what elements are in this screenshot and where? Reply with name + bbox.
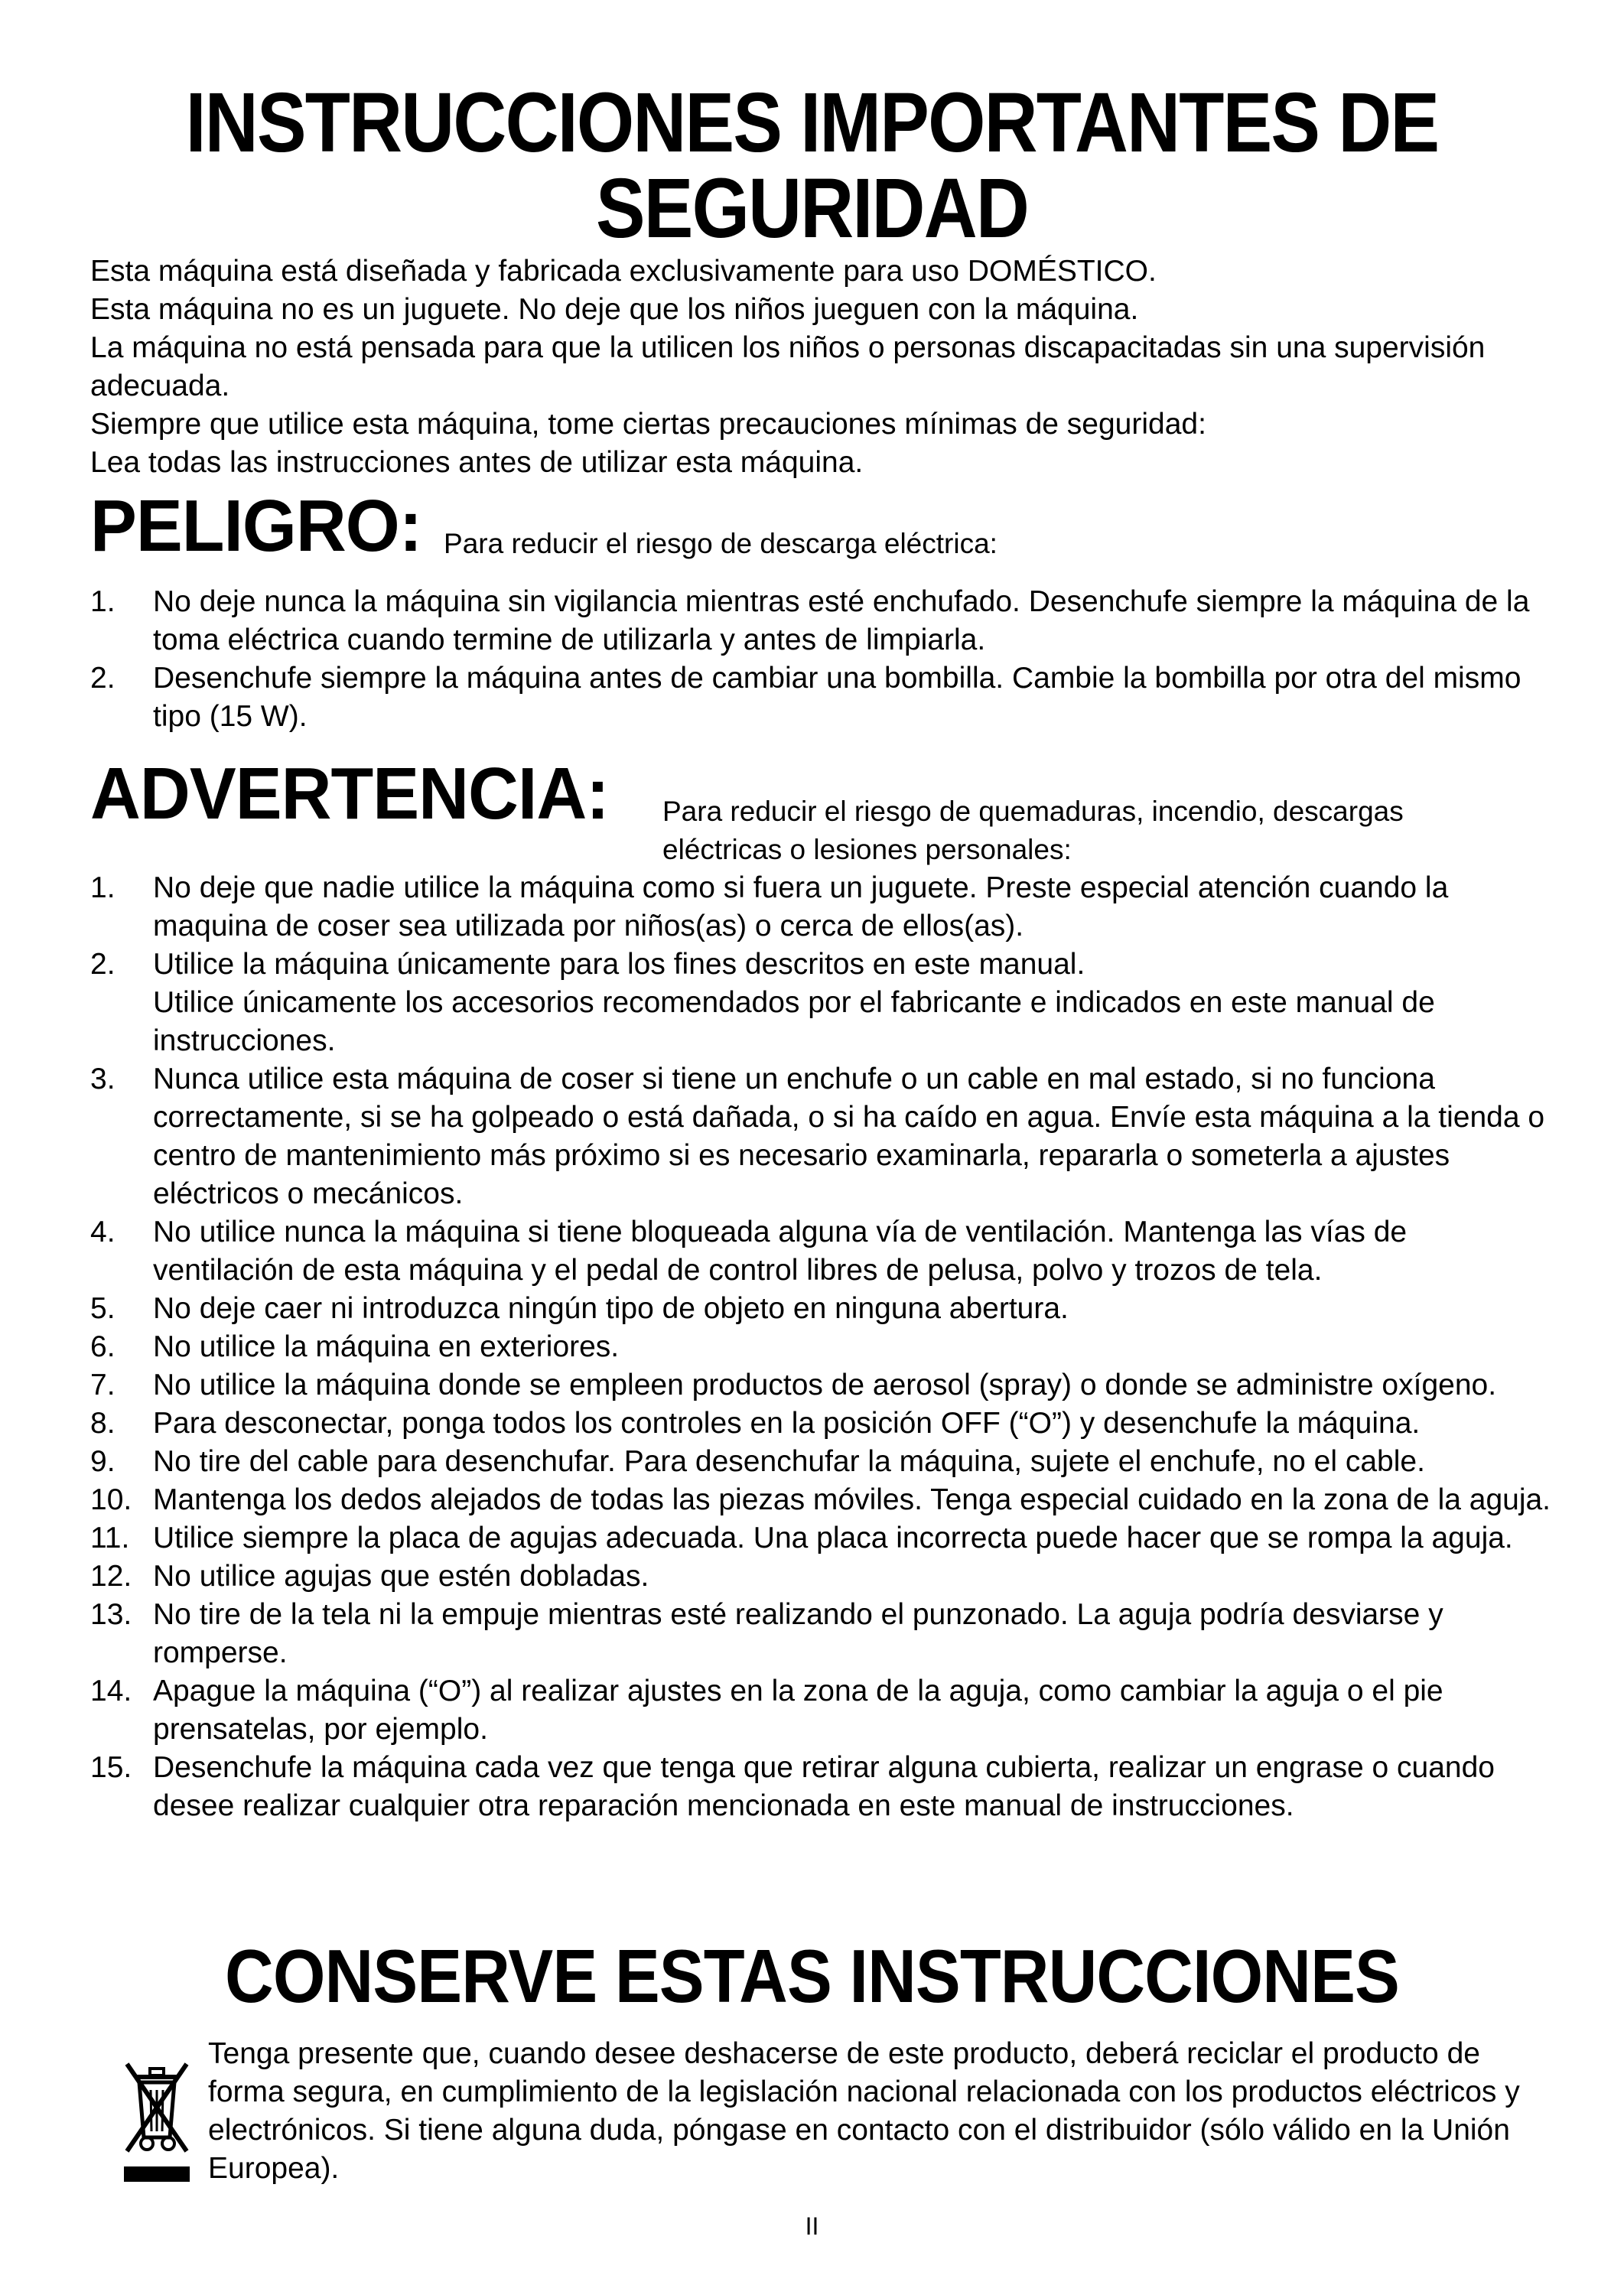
- list-item: [90, 1366, 1555, 1405]
- list-item: [90, 1213, 1555, 1290]
- list-item-number: 2.: [90, 948, 116, 981]
- intro-line: Siempre que utilice esta máquina, tome ciertas precauciones mínimas de seguridad:: [90, 408, 1206, 441]
- recycling-notice: Tenga presente que, cuando desee deshacerse de este producto, deberá reciclar el producto de forma segura, en cumplimiento de la legislación nacional relacionada con los productos eléctricos y electrónicos. Si tiene alguna duda, póngase en contacto con el distribuidor (sólo válido en la Unión Europea).: [208, 2037, 1520, 2185]
- list-item-number: 6.: [90, 1330, 116, 1363]
- intro-line: Esta máquina está diseñada y fabricada exclusivamente para uso DOMÉSTICO.: [90, 255, 1157, 288]
- list-item-text: Apague la máquina (“O”) al realizar ajustes en la zona de la aguja, como cambiar la aguja o el pie prensatelas, por ejemplo.: [153, 1675, 1443, 1746]
- list-item-text: No utilice nunca la máquina si tiene bloqueada alguna vía de ventilación. Mantenga las vías de ventilación de esta máquina y el pedal de control libres de pelusa, polvo y trozos de tela.: [153, 1216, 1408, 1287]
- list-item-number: 1.: [90, 585, 116, 618]
- list-item-text: No deje que nadie utilice la máquina como si fuera un juguete. Preste especial atención cuando la maquina de coser sea utilizada por niños(as) o cerca de ellos(as).: [153, 871, 1449, 942]
- list-item-text: Utilice siempre la placa de agujas adecuada. Una placa incorrecta puede hacer que se rompa la aguja.: [153, 1522, 1513, 1554]
- list-item-text: No tire del cable para desenchufar. Para desenchufar la máquina, sujete el enchufe, no el cable.: [153, 1445, 1425, 1478]
- list-item-number: 12.: [90, 1560, 132, 1593]
- warning-heading-label: ADVERTENCIA:: [90, 753, 609, 835]
- list-item-number: 9.: [90, 1445, 116, 1478]
- warning-list: [90, 869, 1555, 1825]
- list-item: [90, 1290, 1555, 1328]
- list-item: [90, 946, 1555, 1060]
- list-item-text: Desenchufe la máquina cada vez que tenga que retirar alguna cubierta, realizar un engrase o cuando desee realizar cualquier otra reparación mencionada en este manual de instrucciones.: [153, 1751, 1495, 1822]
- list-item-number: 11.: [90, 1522, 130, 1554]
- list-item-text: No tire de la tela ni la empuje mientras esté realizando el punzonado. La aguja podría desviarse y romperse.: [153, 1598, 1443, 1669]
- list-item-text: No utilice agujas que estén dobladas.: [153, 1560, 649, 1593]
- intro-line: Esta máquina no es un juguete. No deje que los niños jueguen con la máquina.: [90, 293, 1139, 326]
- list-item-text: No utilice la máquina en exteriores.: [153, 1330, 620, 1363]
- page-title-line-1: INSTRUCCIONES IMPORTANTES DE: [185, 76, 1439, 170]
- intro-line: La máquina no está pensada para que la utilicen los niños o personas discapacitadas sin una supervisión adecuada.: [90, 331, 1486, 402]
- list-item: [90, 1405, 1555, 1443]
- list-item: [90, 1558, 1555, 1596]
- list-item-number: 14.: [90, 1675, 132, 1707]
- list-item: [90, 583, 1555, 659]
- list-item-number: 10.: [90, 1483, 132, 1516]
- list-item: [90, 1672, 1555, 1749]
- list-item: [90, 1328, 1555, 1366]
- page-number: II: [805, 2212, 819, 2240]
- list-item-text: Nunca utilice esta máquina de coser si tiene un enchufe o un cable en mal estado, si no funciona correctamente, si se ha golpeado o está dañada, o si ha caído en agua. Envíe esta máquina a la tienda o centro de mantenimiento más próximo si es necesario examinarla, repararla o someterla a ajustes eléctricos o mecánicos.: [153, 1063, 1545, 1210]
- list-item-text: No utilice la máquina donde se empleen productos de aerosol (spray) o donde se administre oxígeno.: [153, 1369, 1497, 1401]
- list-item-number: 13.: [90, 1598, 132, 1631]
- list-item: [90, 1060, 1555, 1213]
- list-item-text: Utilice la máquina únicamente para los fines descritos en este manual.: [153, 948, 1085, 981]
- list-item: [90, 1749, 1555, 1825]
- page-title-line-2: SEGURIDAD: [595, 161, 1029, 256]
- list-item-text: Desenchufe siempre la máquina antes de cambiar una bombilla. Cambie la bombilla por otra del mismo tipo (15 W).: [153, 662, 1521, 733]
- list-item: [90, 1596, 1555, 1672]
- warning-heading: [90, 753, 636, 835]
- warning-subtitle: [662, 793, 1550, 869]
- list-item-text: Mantenga los dedos alejados de todas las piezas móviles. Tenga especial cuidado en la zona de la aguja.: [153, 1483, 1551, 1516]
- list-item: [90, 1519, 1555, 1558]
- intro-line: Lea todas las instrucciones antes de utilizar esta máquina.: [90, 446, 864, 479]
- list-item-text: Para desconectar, ponga todos los controles en la posición OFF (“O”) y desenchufe la máquina.: [153, 1407, 1421, 1440]
- list-item: [90, 659, 1555, 736]
- list-item: [90, 869, 1555, 946]
- danger-heading-label: PELIGRO:: [90, 485, 422, 567]
- list-item-number: 1.: [90, 871, 116, 904]
- page-title: [97, 76, 1526, 256]
- list-item-number: 2.: [90, 662, 116, 695]
- list-item-number: 7.: [90, 1369, 116, 1401]
- list-item-number: 4.: [90, 1216, 116, 1248]
- list-item: [90, 1443, 1555, 1481]
- list-item-number: 15.: [90, 1751, 132, 1784]
- danger-heading: [90, 485, 998, 567]
- intro-paragraphs: [90, 252, 1544, 482]
- list-item-text-continued: Utilice únicamente los accesorios recomendados por el fabricante e indicados en este manual de instrucciones.: [153, 986, 1435, 1057]
- list-item-number: 5.: [90, 1292, 116, 1325]
- conserve-heading: CONSERVE ESTAS INSTRUCCIONES: [225, 1934, 1399, 2018]
- warning-subtitle-line-1: Para reducir el riesgo de quemaduras, incendio, descargas: [662, 796, 1404, 827]
- crossed-out-wheelie-bin-icon: [122, 2058, 191, 2188]
- list-item-number: 3.: [90, 1063, 116, 1095]
- warning-subtitle-line-2: eléctricas o lesiones personales:: [662, 834, 1072, 865]
- danger-list: [90, 583, 1555, 736]
- list-item-text: No deje caer ni introduzca ningún tipo de objeto en ninguna abertura.: [153, 1292, 1069, 1325]
- list-item-number: 8.: [90, 1407, 116, 1440]
- list-item-text: No deje nunca la máquina sin vigilancia mientras esté enchufado. Desenchufe siempre la máquina de la toma eléctrica cuando termine de utilizarla y antes de limpiarla.: [153, 585, 1530, 656]
- list-item: [90, 1481, 1555, 1519]
- danger-subtitle: Para reducir el riesgo de descarga eléctrica:: [444, 528, 998, 559]
